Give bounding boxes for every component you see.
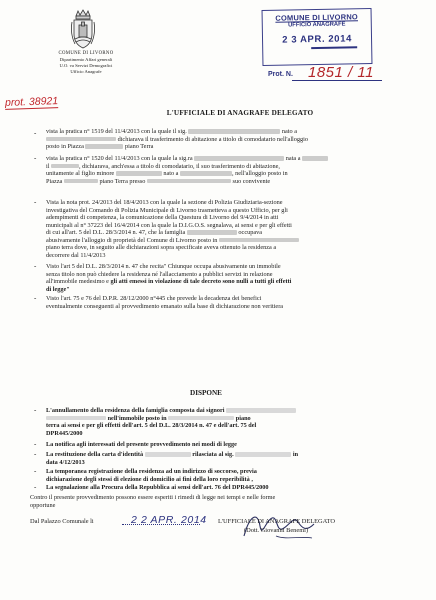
paragraph-art5 — [46, 263, 396, 293]
dispone-item-registrazione — [46, 468, 396, 483]
redacted-place — [302, 156, 328, 161]
text-segment: all'immobile medesimo e — [46, 278, 109, 285]
text-segment: in — [292, 451, 299, 458]
text-line: investigativa del Comando di Polizia Municipale di Livorno trasmetteva a questo Ufficio, per gli — [46, 206, 288, 214]
text-line: eventualmente conseguenti al provvedimento emanato sulla base di dichiarazione non veritiera — [46, 302, 284, 310]
text-segment: posto in Piazza — [46, 143, 84, 150]
paragraph-art75 — [46, 295, 396, 310]
text-segment: , dichiarava, anch'essa a titolo di comodatario, il suo trasferimento di abitazione, — [79, 162, 280, 170]
redacted-address — [64, 179, 98, 184]
redacted-document-number — [145, 452, 191, 457]
text-segment: abusivamente l'alloggio di proprietà del Comune di Livorno posto in — [46, 236, 218, 244]
text-segment: occupava — [238, 229, 263, 236]
registry-stamp — [262, 8, 373, 66]
bullet-dash: - — [34, 262, 37, 270]
text-segment: nata a — [285, 155, 301, 162]
text-segment-bold: gli atti emessi in violazione di tale decreto sono nulli a tutti gli effetti — [110, 278, 292, 285]
text-line: Visto l'art. 75 e 76 del D.P.R. 28/12/2000 n°445 che prevede la decadenza dei benefici — [46, 295, 262, 302]
bullet-dash: - — [34, 198, 37, 206]
redacted-address — [85, 144, 123, 149]
redacted-name — [188, 129, 280, 134]
signer-title: L'UFFICIALE DI ANAGRAFE DELEGATO — [218, 518, 335, 525]
dispone-item-annullamento — [46, 407, 396, 437]
text-segment: nato a — [281, 128, 298, 135]
place-of-signing: Dal Palazzo Comunale li — [30, 518, 94, 525]
bullet-dash: - — [34, 450, 37, 458]
redacted-name — [235, 452, 291, 457]
redacted-address — [168, 416, 234, 421]
text-segment: vista la pratica n° 1520 del 11/4/2013 con la quale la sig.ra — [46, 155, 193, 162]
text-segment: piano — [235, 414, 251, 422]
text-line: DPR445/2000 — [46, 429, 83, 437]
text-segment: Piazza — [46, 177, 63, 185]
stamp-comune-text: COMUNE DI LIVORNO — [275, 12, 359, 23]
document-title: L'UFFICIALE DI ANAGRAFE DELEGATO — [166, 109, 314, 117]
text-segment: L'annullamento della residenza della famiglia composta dai signori — [46, 407, 225, 414]
handwritten-protocol-note: prot. 38921 — [4, 95, 59, 109]
signing-date-stamp: 2 2 APR. 2014 — [131, 514, 207, 526]
text-segment: dichiarava il trasferimento di abitazione a titolo di comodatario nell'alloggio — [117, 135, 309, 143]
stamp-divider — [311, 46, 357, 49]
text-line: La notifica agli interessati del presente provvedimento nei modi di legge — [46, 441, 237, 448]
dispone-item-notifica — [46, 441, 396, 449]
header-line-comune: COMUNE DI LIVORNO — [58, 51, 114, 56]
text-line-bold: di legge" — [46, 285, 70, 293]
municipal-crest-icon — [69, 8, 97, 50]
redacted-birth — [46, 137, 116, 142]
redacted-place — [180, 171, 232, 176]
text-line: data 4/12/2013 — [46, 458, 85, 466]
bullet-dash: - — [34, 294, 37, 302]
dispone-heading: DISPONE — [190, 389, 222, 397]
text-segment: vista la pratica n° 1519 del 11/4/2013 con la quale il sig. — [46, 128, 187, 135]
paragraph-nota-prot — [46, 199, 396, 259]
redacted-address — [219, 238, 299, 243]
text-line: decorrere dal 11/4/2013 — [46, 251, 106, 259]
header-line-unit: U.O. va Servizi Demografici — [59, 63, 113, 68]
signer-name: (Dott. Giovanni Benemi) — [244, 527, 309, 534]
protocol-label: Prot. N. — [268, 71, 293, 78]
text-line: Vista la nota prot. 24/2013 del 18/4/2013 con la quale la sezione di Polizia Giudiziaria-sezione — [46, 199, 283, 206]
redacted-name — [116, 171, 162, 176]
text-segment: il — [46, 162, 50, 170]
issuing-office-header — [36, 51, 136, 75]
text-segment: rilasciata al sig. — [192, 451, 234, 458]
redacted-date — [51, 164, 79, 169]
paragraph-pratica-1519 — [46, 128, 396, 151]
dispone-item-restituzione — [46, 451, 396, 466]
bullet-dash: - — [34, 440, 37, 448]
paragraph-pratica-1520 — [46, 155, 396, 185]
bullet-dash: - — [34, 406, 37, 414]
text-line: La temporanea registrazione della residenza ad un indirizzo di soccorso, previa — [46, 468, 257, 475]
bullet-dash: - — [34, 129, 37, 137]
stamp-date: 2 3 APR. 2014 — [282, 33, 353, 46]
header-line-dipartimento: Dipartimento Affari generali — [59, 57, 113, 62]
redacted-name — [187, 230, 237, 235]
text-segment: unitamente al figlio minore — [46, 170, 115, 177]
dispone-item-segnalazione — [46, 484, 396, 492]
redacted-name — [194, 156, 284, 161]
redacted-name — [147, 179, 231, 184]
stamp-ufficio-text: UFFICIO ANAGRAFE — [288, 21, 346, 29]
text-line: terra ai sensi e per gli effetti dell'art. 5 del D.L. 28/3/2014 n. 47 e dell'art. 75 del — [46, 422, 257, 429]
text-segment: piano Terra — [124, 143, 154, 150]
text-line: piano terra dove, in seguito alle dichiarazioni sopra specificate aveva ottenuto la residenza a — [46, 244, 277, 251]
redacted-names — [46, 416, 106, 421]
text-line: municipali al n° 37223 del 16/4/2014 con la quale la D.I.G.O.S. segnalava, ai sensi e per gli effetti — [46, 221, 292, 229]
bullet-dash: - — [34, 154, 37, 162]
text-segment: suo convivente — [232, 177, 271, 185]
text-line: Visto l'art 5 del D.L. 28/3/2014 n. 47 che recita" Chiunque occupa abusivamente un immobile — [46, 263, 281, 270]
bullet-dash: - — [34, 483, 37, 491]
text-segment: di cui all'art. 5 del D.L. 28/3/2014 n. 47, che la famiglia — [46, 229, 186, 236]
text-segment: nato a — [163, 170, 179, 177]
bullet-dash: - — [34, 467, 37, 475]
text-line: Contro il presente provvedimento possono essere esperiti i rimedi di legge nei tempi e nelle forme — [30, 494, 276, 501]
header-line-office: Ufficio Anagrafe — [70, 69, 102, 74]
text-line: adempimenti di competenza, la comunicazione della Questura di Livorno del 9/4/2014 in atti — [46, 214, 279, 221]
closing-paragraph — [30, 494, 396, 509]
text-segment: La restituzione della carta d'identità — [46, 451, 144, 458]
text-segment: piano Terra presso — [99, 177, 146, 185]
redacted-names — [226, 408, 296, 413]
text-line: opportune — [30, 501, 56, 509]
text-line: dichiarazione degli stessi di elezione di domicilio ai fini della loro reperibilità , — [46, 475, 253, 483]
text-line: senza titolo non può chiedere la residenza né l'allacciamento a pubblici servizi in relazione — [46, 270, 273, 278]
text-segment: , nell'alloggio posto in — [232, 170, 288, 177]
text-line: La segnalazione alla Procura della Repubblica ai sensi dell'art. 76 del DPR445/2000 — [46, 484, 269, 491]
text-segment: nell'immobile posto in — [107, 414, 167, 422]
protocol-number: 1851 / 11 — [308, 64, 374, 81]
